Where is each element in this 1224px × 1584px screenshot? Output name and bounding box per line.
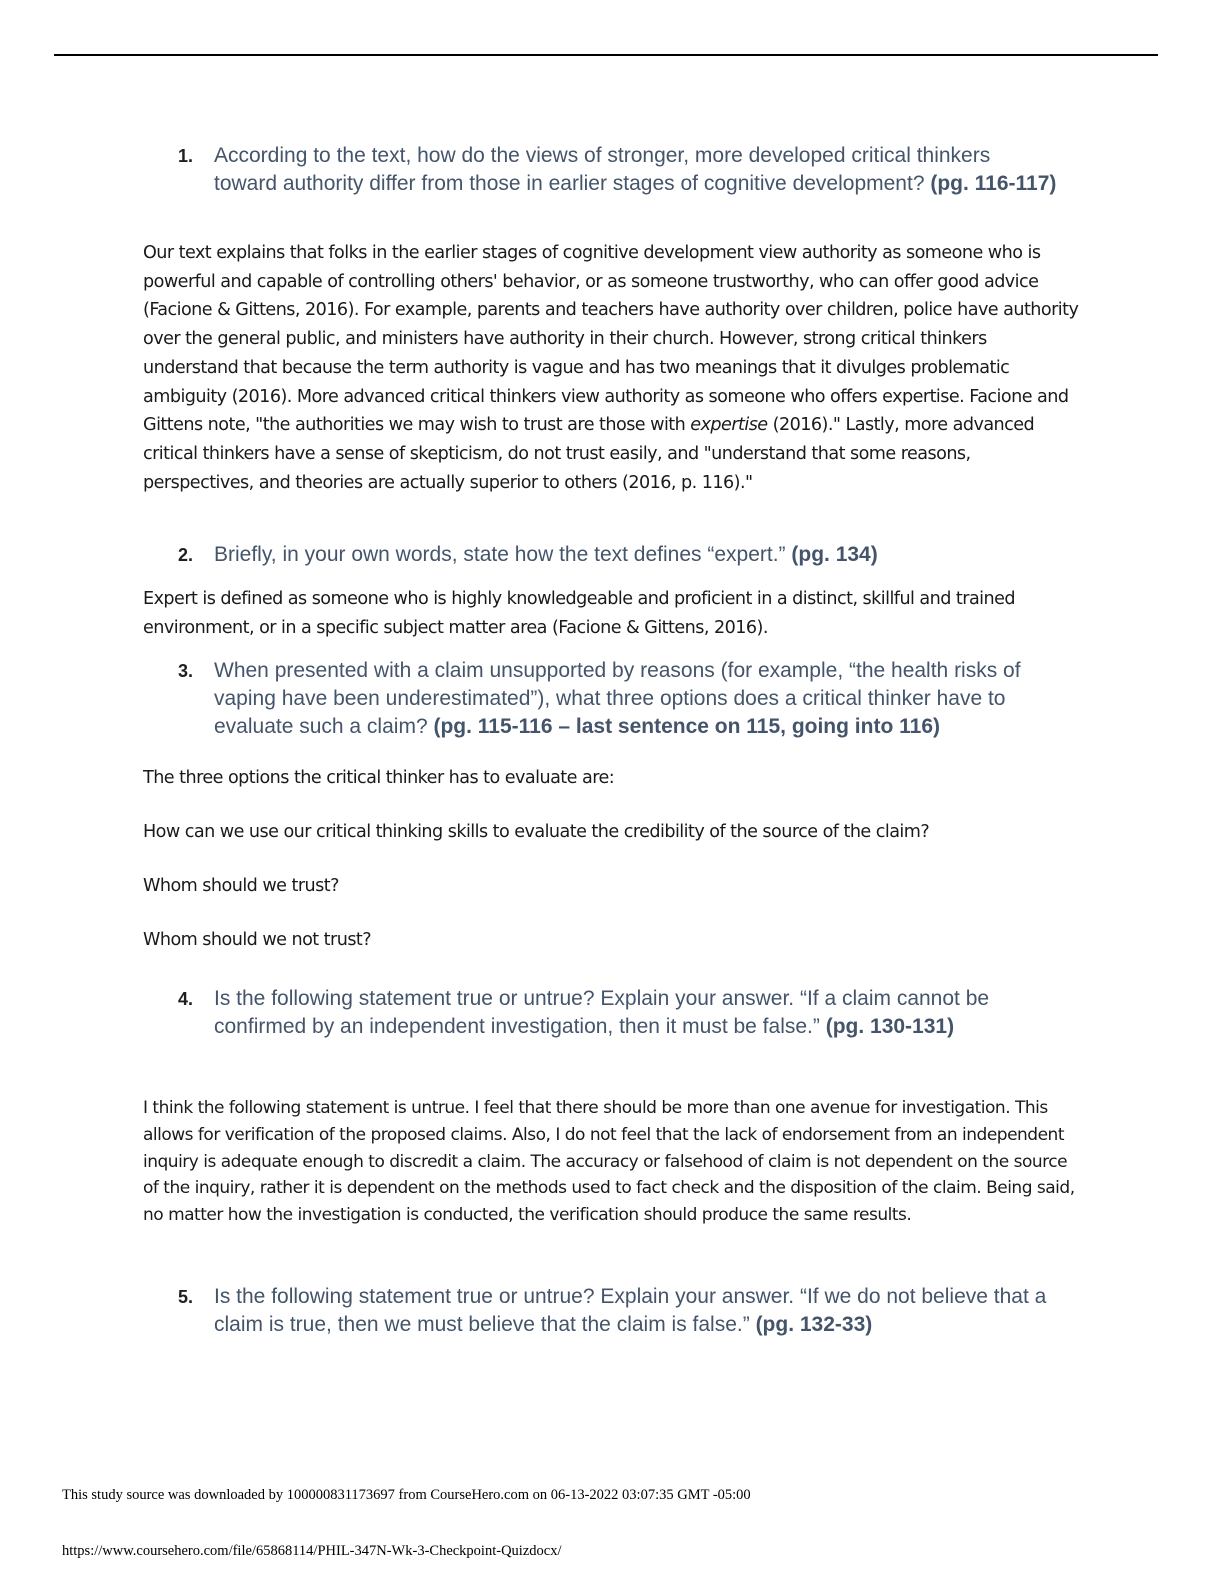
answer-4 <box>143 1095 1083 1229</box>
question-1 <box>178 142 1058 198</box>
question-number: 4. <box>178 989 194 1009</box>
question-text: Is the following statement true or untrue? Explain your answer. “If we do not believe that a claim is true, then we must believe that the claim is false.” <box>214 1285 1047 1336</box>
page-reference: (pg. 115-116 – last sentence on 115, going into 116) <box>433 715 940 738</box>
page-reference: (pg. 132-33) <box>755 1313 873 1336</box>
answer-3-intro: The three options the critical thinker has to evaluate are: <box>143 768 615 788</box>
answer-text: I think the following statement is untrue. I feel that there should be more than one avenue for investigation. This allows for verification of the proposed claims. Also, I do not feel that the lack of endorsement from an independent inquiry is adequate enough to discredit a claim. The accuracy or falsehood of claim is not dependent on the source of the inquiry, rather it is dependent on the methods used to fact check and the disposition of the claim. Being said, no matter how the investigation is conducted, the verification should produce the same results. <box>143 1098 1075 1226</box>
answer-1 <box>143 239 1083 497</box>
italic-term: expertise <box>690 415 768 436</box>
question-text: Briefly, in your own words, state how the text defines “expert.” <box>214 543 792 566</box>
question-5 <box>178 1283 1058 1339</box>
question-2 <box>178 541 1058 569</box>
answer-2 <box>143 585 1083 642</box>
question-number: 3. <box>178 661 194 681</box>
answer-text: Expert is defined as someone who is highly knowledgeable and proficient in a distinct, skillful and trained environment, or in a specific subject matter area (Facione & Gittens, 2016). <box>143 589 1016 638</box>
question-number: 2. <box>178 545 194 565</box>
answer-3-option-3: Whom should we not trust? <box>143 930 372 950</box>
page-reference: (pg. 134) <box>791 543 878 566</box>
question-text: Is the following statement true or untrue? Explain your answer. “If a claim cannot be confirmed by an independent investigation, then it must be false.” <box>214 987 990 1038</box>
question-4 <box>178 985 1058 1041</box>
answer-3-option-2: Whom should we trust? <box>143 876 339 896</box>
answer-text: (2016)." Lastly, more advanced critical thinkers have a sense of skepticism, do not trust easily, and "understand that some reasons, perspectives, and theories are actually superior to others (2016, p. 116)." <box>143 415 1035 493</box>
answer-3-option-1: How can we use our critical thinking skills to evaluate the credibility of the source of the claim? <box>143 822 930 842</box>
answer-text: Our text explains that folks in the earlier stages of cognitive development view authority as someone who is powerful and capable of controlling others' behavior, or as someone trustworthy, who can offer good advice (Facione & Gittens, 2016). For example, parents and teachers have authority over children, police have authority over the general public, and ministers have authority in their church. However, strong critical thinkers understand that because the term authority is vague and has two meanings that it divulges problematic ambiguity (2016). More advanced critical thinkers view authority as someone who offers expertise. Facione and Gittens note, "the authorities we may wish to trust are those with <box>143 243 1079 436</box>
question-text: When presented with a claim unsupported by reasons (for example, “the health risks of vaping have been underestimated”), what three options does a critical thinker have to evaluate such a claim? <box>214 659 1021 738</box>
question-text: According to the text, how do the views of stronger, more developed critical thinkers toward authority differ from those in earlier stages of cognitive development? <box>214 144 991 195</box>
page-reference: (pg. 130-131) <box>825 1015 955 1038</box>
question-3 <box>178 657 1058 741</box>
source-url[interactable]: https://www.coursehero.com/file/65868114/PHIL-347N-Wk-3-Checkpoint-Quizdocx/ <box>62 1543 562 1559</box>
page-reference: (pg. 116-117) <box>930 172 1057 195</box>
question-number: 5. <box>178 1287 194 1307</box>
top-divider <box>54 54 1158 56</box>
download-source-line: This study source was downloaded by 100000831173697 from CourseHero.com on 06-13-2022 03:07:35 GMT -05:00 <box>62 1487 751 1503</box>
question-number: 1. <box>178 146 194 166</box>
